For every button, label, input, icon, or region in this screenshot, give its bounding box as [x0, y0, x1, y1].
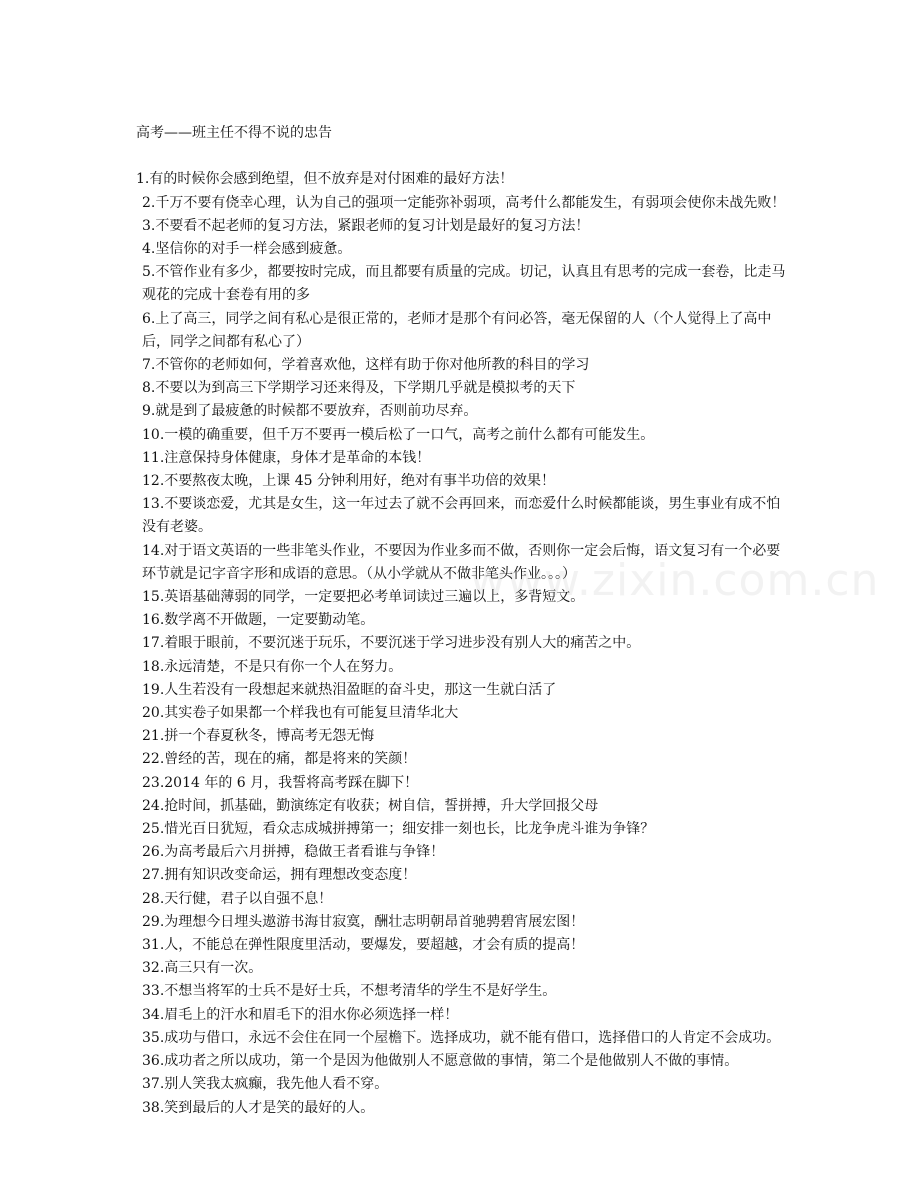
advice-item: 32.高三只有一次。: [142, 960, 263, 977]
watermark: www.zixin.com.cn: [470, 555, 880, 606]
advice-item: 28.天行健，君子以自强不息！: [142, 890, 333, 907]
advice-item: 7.不管你的老师如何，学着喜欢他，这样有助于你对他所教的科目的学习: [142, 357, 590, 373]
advice-item: 6.上了高三，同学之间有私心是很正常的，老师才是那个有问必答，毫无保留的人（个人觉得上了高中后，同学之间都有私心了）: [142, 310, 772, 350]
advice-item: 2.千万不要有侥幸心理，认为自己的强项一定能弥补弱项，高考什么都能发生，有弱项会使你未战先败！: [142, 194, 786, 211]
advice-item: 11.注意保持身体健康，身体才是革命的本钱！: [142, 449, 431, 466]
advice-item: 20.其实卷子如果都一个样我也有可能复旦清华北大: [142, 705, 459, 722]
advice-item: 24.抢时间，抓基础，勤演练定有收获；树自信，誓拼搏，升大学回报父母: [142, 797, 599, 814]
document-title: 高考——班主任不得不说的忠告: [136, 125, 332, 141]
advice-item: 13.不要谈恋爱，尤其是女生，这一年过去了就不会再回来，而恋爱什么时候都能谈，男生事业有成不怕没有老婆。: [142, 496, 781, 536]
advice-item: 8.不要以为到高三下学期学习还来得及，下学期几乎就是模拟考的天下: [142, 380, 576, 397]
advice-item: 14.对于语文英语的一些非笔头作业，不要因为作业多而不做，否则你一定会后悔，语文复习有一个必要环节就是记字音字形和成语的意思。（从小学就从不做非笔头作业。。。）: [142, 542, 781, 582]
advice-item: 3.不要看不起老师的复习方法，紧跟老师的复习计划是最好的复习方法！: [142, 217, 590, 234]
advice-item: 18.永远清楚，不是只有你一个人在努力。: [142, 658, 403, 675]
advice-item: 23.2014 年的 6 月，我誓将高考踩在脚下！: [142, 774, 419, 791]
advice-item: 21.拼一个春夏秋冬，博高考无怨无悔: [142, 728, 375, 745]
advice-item: 16.数学离不开做题，一定要勤动笔。: [142, 612, 375, 629]
advice-item: 27.拥有知识改变命运，拥有理想改变态度！: [142, 867, 417, 884]
blank-line: [136, 145, 786, 168]
document-body: [136, 122, 786, 1120]
advice-item: 12.不要熬夜太晚，上课 45 分钟利用好，绝对有事半功倍的效果！: [142, 473, 555, 490]
advice-item: 1.有的时候你会感到绝望，但不放弃是对付困难的最好方法！: [136, 171, 514, 188]
advice-item: 36.成功者之所以成功，第一个是因为他做别人不愿意做的事情，第二个是他做别人不做的事情。: [142, 1053, 739, 1070]
advice-item: 29.为理想今日埋头遨游书海甘寂寞，酬壮志明朝昂首驰骋碧宵展宏图！: [142, 913, 585, 930]
advice-item: 34.眉毛上的汗水和眉毛下的泪水你必须选择一样！: [142, 1006, 459, 1023]
advice-item: 17.着眼于眼前，不要沉迷于玩乐，不要沉迷于学习进步没有别人大的痛苦之中。: [142, 635, 641, 652]
advice-item: 15.英语基础薄弱的同学，一定要把必考单词读过三遍以上，多背短文。: [142, 589, 585, 606]
advice-item: 5.不管作业有多少，都要按时完成，而且都要有质量的完成。切记，认真且有思考的完成一套卷，比走马观花的完成十套卷有用的多: [142, 264, 786, 304]
advice-item: 4.坚信你的对手一样会感到疲惫。: [142, 240, 352, 257]
advice-item: 19.人生若没有一段想起来就热泪盈眶的奋斗史，那这一生就白活了: [142, 681, 557, 698]
advice-item: 10.一模的确重要，但千万不要再一模后松了一口气，高考之前什么都有可能发生。: [142, 426, 655, 443]
advice-item: 37.别人笑我太疯癫，我先他人看不穿。: [142, 1076, 389, 1093]
advice-item: 25.惜光百日犹短，看众志成城拼搏第一；细安排一刻也长，比龙争虎斗谁为争锋？: [142, 821, 655, 838]
advice-list: [136, 168, 786, 1119]
advice-item: 38.笑到最后的人才是笑的最好的人。: [142, 1099, 375, 1116]
advice-item: 33.不想当将军的士兵不是好士兵，不想考清华的学生不是好学生。: [142, 983, 557, 1000]
advice-item: 26.为高考最后六月拼搏，稳做王者看谁与争锋！: [142, 844, 445, 861]
advice-item: 9.就是到了最疲惫的时候都不要放弃，否则前功尽弃。: [142, 403, 478, 420]
advice-item: 31.人，不能总在弹性限度里活动，要爆发，要超越，才会有质的提高！: [142, 937, 585, 954]
advice-item: 35.成功与借口，永远不会住在同一个屋檐下。选择成功，就不能有借口，选择借口的人肯定不会成功。: [142, 1029, 781, 1046]
advice-item: 22.曾经的苦，现在的痛，都是将来的笑颜！: [142, 751, 417, 768]
